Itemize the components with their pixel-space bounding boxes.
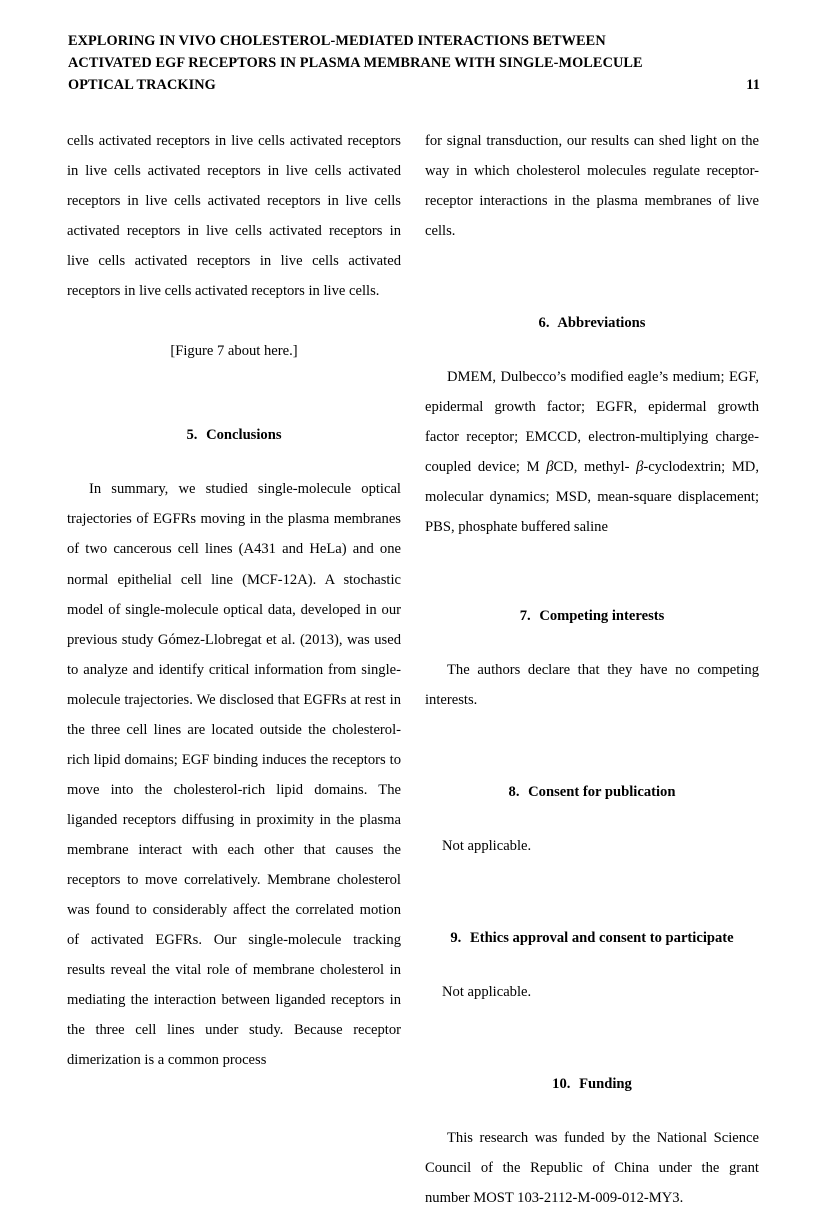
section-heading-consent-for-publication bbox=[425, 777, 759, 807]
section-number: 5. bbox=[186, 427, 198, 444]
spacer bbox=[425, 631, 759, 655]
spacer bbox=[425, 715, 759, 777]
spacer bbox=[425, 246, 759, 308]
running-head-line-1: EXPLORING IN VIVO CHOLESTEROL-MEDIATED INTERACTIONS BETWEEN bbox=[68, 33, 606, 49]
section-number: 10. bbox=[552, 1075, 571, 1092]
funding-paragraph: This research was funded by the National Science Council of the Republic of China under the grant number MOST 103-2112-M-009-012-MY3. bbox=[425, 1129, 759, 1206]
beta-symbol: β bbox=[636, 459, 644, 476]
abbreviations-paragraph bbox=[425, 362, 759, 542]
section-heading-competing-interests bbox=[425, 601, 759, 631]
section-title: Funding bbox=[579, 1075, 632, 1092]
spacer bbox=[425, 1007, 759, 1069]
section-title: Competing interests bbox=[539, 607, 665, 624]
conclusions-paragraph: In summary, we studied single-molecule optical trajectories of EGFRs moving in the plasma membranes of two cancerous cell lines (A431 and HeLa) and one normal epithelial cell line (MCF-12A). A stochastic model of single-molecule optical data, developed in our previous study Gómez-Llobregat et al. (2013), was used to analyze and identify critical information from single-molecule trajectories. We disclosed that EGFRs at rest in the three cell lines are located outside the cholesterol-rich lipid domains; EGF binding induces the receptors to move into the cholesterol-rich lipid domains. The liganded receptors diffusing in proximity in the plasma membrane interact with each other that causes the receptors to move correlatively. Membrane cholesterol was found to considerably affect the correlated motion of activated EGFRs. Our single-molecule tracking results reveal the vital role of membrane cholesterol in mediating the interaction between liganded receptors in the three cell lines under study. Because receptor dimerization is a common process bbox=[67, 481, 401, 1069]
continued-paragraph-right: for signal transduction, our results can shed light on the way in which cholesterol molecules regulate receptor-receptor interactions in the plasma membranes of live cells. bbox=[425, 133, 759, 240]
abbreviations-text-2: CD, methyl- bbox=[553, 459, 637, 476]
section-number: 9. bbox=[450, 929, 462, 946]
running-head-line-2: ACTIVATED EGF RECEPTORS IN PLASMA MEMBRANE WITH SINGLE-MOLECULE bbox=[68, 55, 643, 72]
section-title: Consent for publication bbox=[528, 783, 676, 800]
spacer bbox=[425, 807, 759, 831]
competing-interests-paragraph: The authors declare that they have no competing interests. bbox=[425, 661, 759, 708]
spacer bbox=[425, 861, 759, 923]
section-number: 8. bbox=[508, 783, 520, 800]
continued-paragraph-left: cells activated receptors in live cells activated receptors in live cells activated receptors in live cells activated receptors in live cells activated receptors in live cells activated receptors in live cells activated receptors in live cells activated receptors in live cells activated receptors in live cells activated receptors in live cells. bbox=[67, 133, 401, 300]
section-heading-ethics-approval bbox=[425, 923, 759, 953]
section-title: Abbreviations bbox=[557, 315, 646, 332]
page-number: 11 bbox=[746, 77, 760, 94]
left-column bbox=[67, 126, 401, 1075]
spacer bbox=[425, 953, 759, 977]
spacer bbox=[425, 1099, 759, 1123]
beta-symbol: β bbox=[546, 459, 554, 476]
section-title: Conclusions bbox=[206, 427, 282, 444]
section-number: 6. bbox=[538, 315, 550, 332]
running-head bbox=[68, 30, 760, 97]
spacer bbox=[67, 306, 401, 336]
section-number: 7. bbox=[519, 607, 531, 624]
running-head-line-3: OPTICAL TRACKING bbox=[68, 77, 216, 94]
abbreviations-text-3: -cyclodextrin; MD, molecular dynamics; MSD, mean-square displacement; PBS, phosphate buffered saline bbox=[425, 459, 759, 536]
section-heading-abbreviations bbox=[425, 308, 759, 338]
section-title: Ethics approval and consent to participate bbox=[469, 929, 734, 946]
spacer bbox=[425, 338, 759, 362]
abbreviations-text-1: DMEM, Dulbecco’s modified eagle’s medium; EGF, epidermal growth factor; EGFR, epidermal growth factor receptor; EMCCD, electron-multiplying charge-coupled device; M bbox=[425, 369, 759, 476]
section-heading-conclusions bbox=[67, 420, 401, 450]
right-column bbox=[425, 126, 759, 1213]
spacer bbox=[67, 450, 401, 474]
ethics-paragraph: Not applicable. bbox=[442, 983, 532, 1000]
section-heading-funding bbox=[425, 1069, 759, 1099]
spacer bbox=[425, 543, 759, 601]
consent-paragraph: Not applicable. bbox=[442, 837, 532, 854]
figure-placeholder: [Figure 7 about here.] bbox=[170, 343, 298, 360]
running-head-line-3-row bbox=[68, 74, 760, 96]
spacer bbox=[67, 366, 401, 420]
